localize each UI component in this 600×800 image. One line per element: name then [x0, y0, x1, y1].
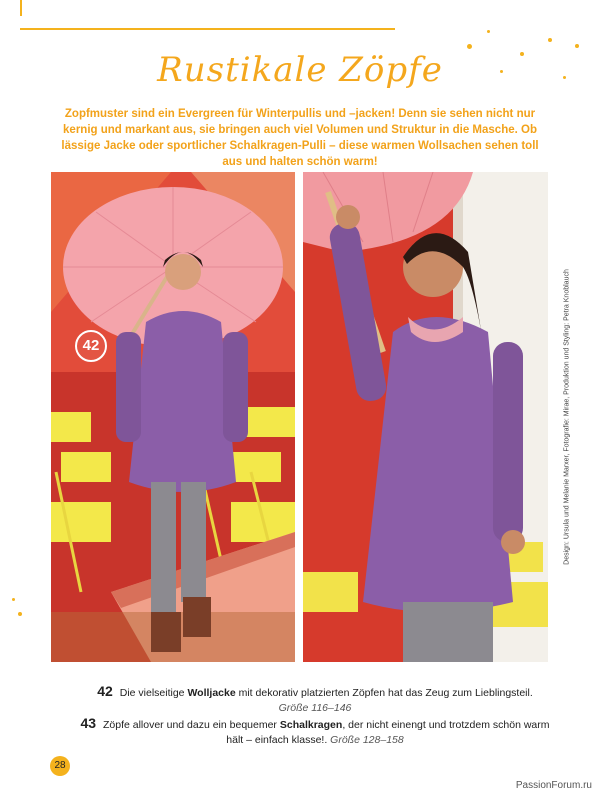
caption-number: 43: [80, 715, 97, 731]
photo-cardigan-42: [51, 172, 295, 662]
caption-text-pre: Zöpfe allover und dazu ein bequemer: [102, 719, 280, 731]
photo-illustration-right: [303, 172, 548, 662]
photo-illustration-left: [51, 172, 295, 662]
photo-shawl-collar-43: [303, 172, 548, 662]
page-title: Rustikale Zöpfe: [157, 50, 443, 90]
caption-text-post: mit dekorativ platzierten Zöpfen hat das Zeug zum Lieblingsteil.: [235, 687, 533, 699]
caption-size: Größe 128–158: [330, 734, 404, 746]
decorative-frame-line-horizontal: [20, 28, 395, 30]
decorative-dot: [575, 44, 579, 48]
watermark: PassionForum.ru: [515, 780, 592, 791]
item-number-badge: 42: [75, 330, 107, 362]
decorative-frame-line: [20, 0, 22, 16]
caption-item-name: Wolljacke: [187, 687, 236, 699]
decorative-dot: [18, 612, 22, 616]
caption-text-post: , der nicht einengt und trotzdem schön warm hält – einfach klasse!.: [226, 719, 550, 746]
decorative-dot: [467, 44, 472, 49]
photo-credit-text: Design: Ursula und Melanie Marxer, Fotografie: Mirae, Produktion und Styling: Petra Knoblauch: [563, 269, 571, 565]
intro-text: Zopfmuster sind ein Evergreen für Winterpullis und –jacken! Denn sie sehen nicht nur kernig und markant aus, sie bringen auch viel Volumen und Struktur in die Masche. Ob lässige Jacke oder sportlicher Schalkragen-Pulli – diese warmen Wollsachen sehen toll aus und halten schön warm!: [61, 108, 539, 168]
caption-number: 42: [97, 683, 113, 699]
caption-size: Größe 116–146: [278, 702, 352, 714]
decorative-dot: [12, 598, 15, 601]
caption-item-42: [80, 684, 550, 716]
decorative-dot: [548, 38, 552, 42]
caption-text-pre: Die vielseitige: [119, 687, 188, 699]
caption-item-name: Schalkragen: [279, 719, 343, 731]
page-number: 28: [50, 756, 70, 776]
caption-item-43: [80, 716, 550, 748]
decorative-dot: [487, 30, 490, 33]
photo-credit: [560, 172, 574, 662]
